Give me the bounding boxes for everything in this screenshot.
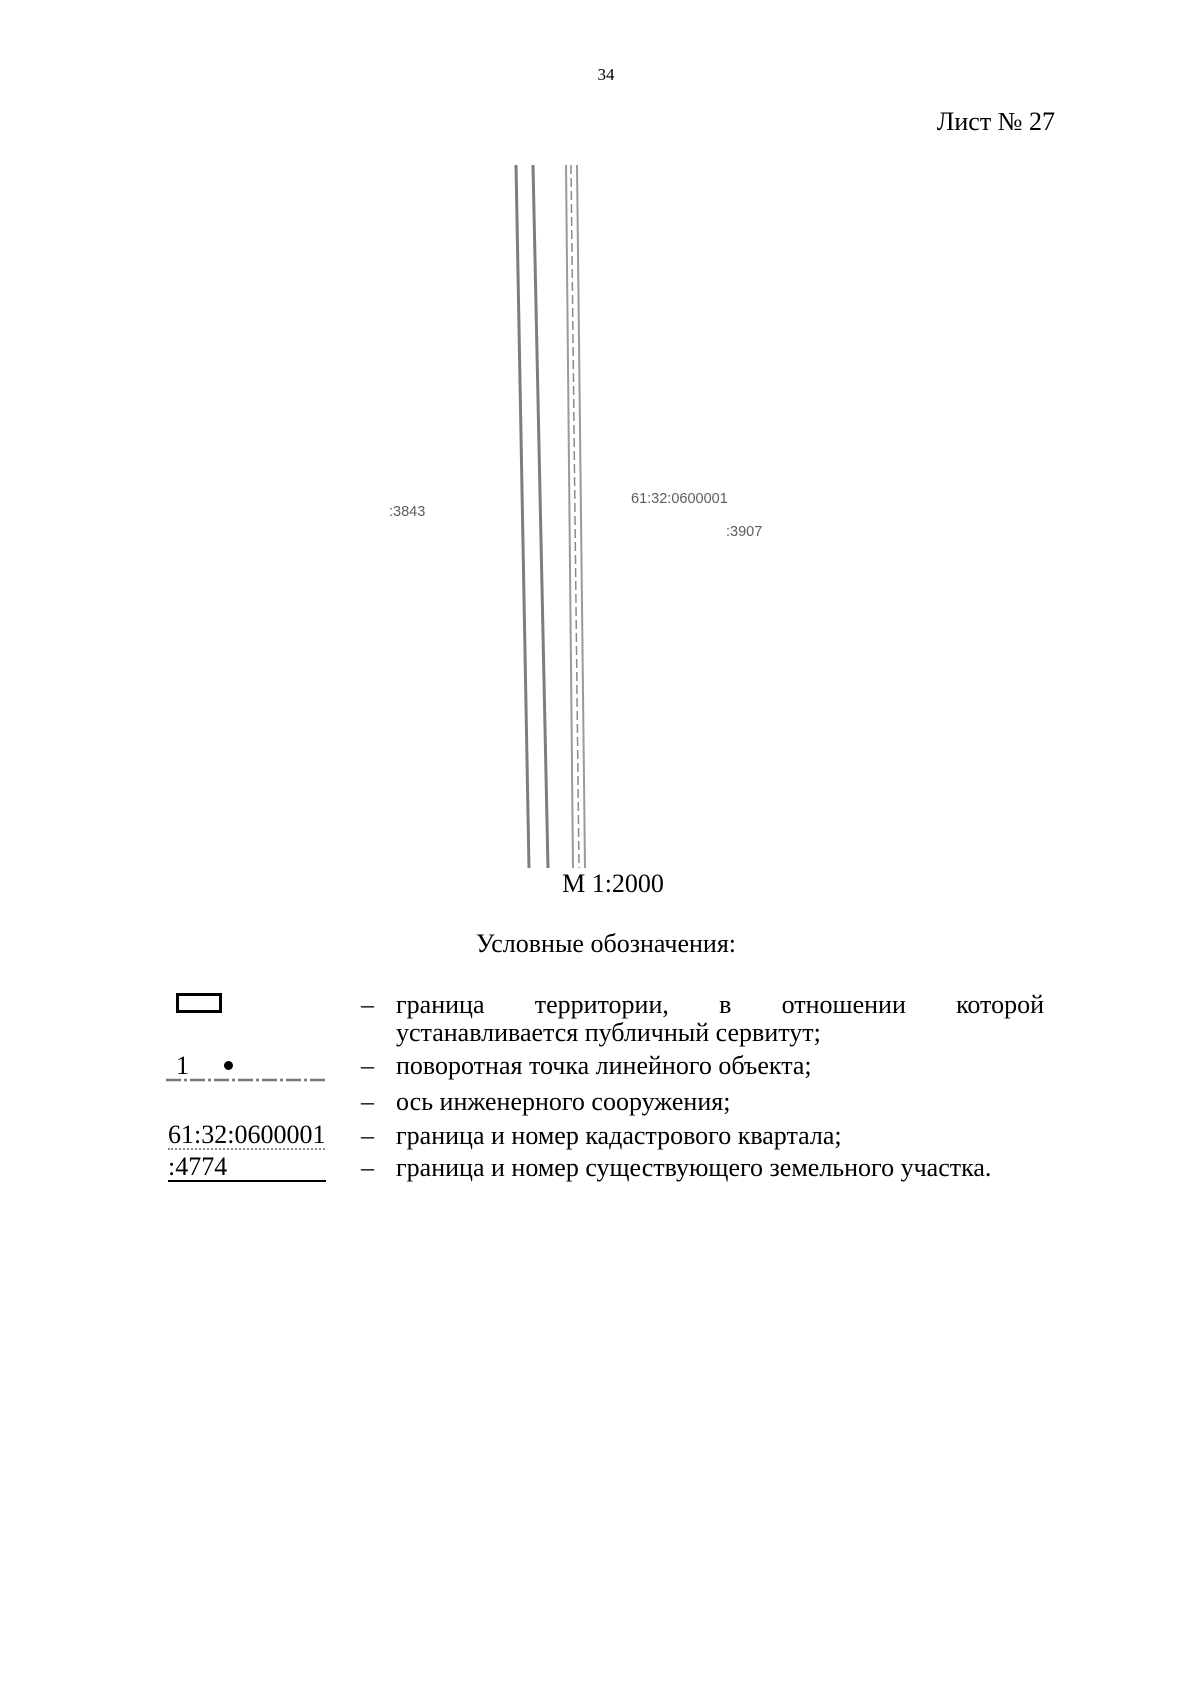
legend-description: ось инженерного сооружения; bbox=[396, 1087, 731, 1116]
page-number: 34 bbox=[597, 65, 615, 84]
turning-point-number: 1 bbox=[176, 1051, 189, 1080]
map-label-cadastral-quarter: 61:32:0600001 bbox=[631, 491, 728, 507]
legend-dash: – bbox=[361, 1121, 374, 1150]
legend-dash: – bbox=[361, 1051, 374, 1080]
map-scale: М 1:2000 bbox=[562, 869, 664, 898]
land-parcel-number: :4774 bbox=[168, 1154, 326, 1182]
legend-description: граница и номер существующего земельного участка. bbox=[396, 1153, 992, 1182]
turning-point-dot-icon bbox=[224, 1061, 233, 1070]
legend-dash: – bbox=[361, 990, 374, 1019]
map-label-parcel-left: :3843 bbox=[389, 504, 426, 520]
legend-description: поворотная точка линейного объекта; bbox=[396, 1051, 812, 1080]
map-boundary-line-left-inner bbox=[533, 165, 548, 868]
legend-description: граница и номер кадастрового квартала; bbox=[396, 1121, 842, 1150]
map-boundary-line-left-outer bbox=[516, 165, 529, 868]
legend-dash: – bbox=[361, 1153, 374, 1182]
map-label-parcel-right: :3907 bbox=[726, 524, 763, 540]
legend-dash: – bbox=[361, 1087, 374, 1116]
map-servitude-boundary-right bbox=[577, 165, 585, 868]
boundary-rectangle-icon bbox=[176, 993, 222, 1013]
map-fragment bbox=[500, 160, 600, 875]
dashed-axis-line-icon bbox=[166, 1076, 328, 1084]
sheet-label: Лист № 27 bbox=[936, 107, 1055, 136]
legend-title: Условные обозначения: bbox=[475, 929, 737, 958]
legend-description: граница территории, в отношении которой устанавливается публичный сервитут; bbox=[396, 990, 1044, 1047]
cadastral-quarter-number: 61:32:0600001 bbox=[168, 1120, 326, 1149]
